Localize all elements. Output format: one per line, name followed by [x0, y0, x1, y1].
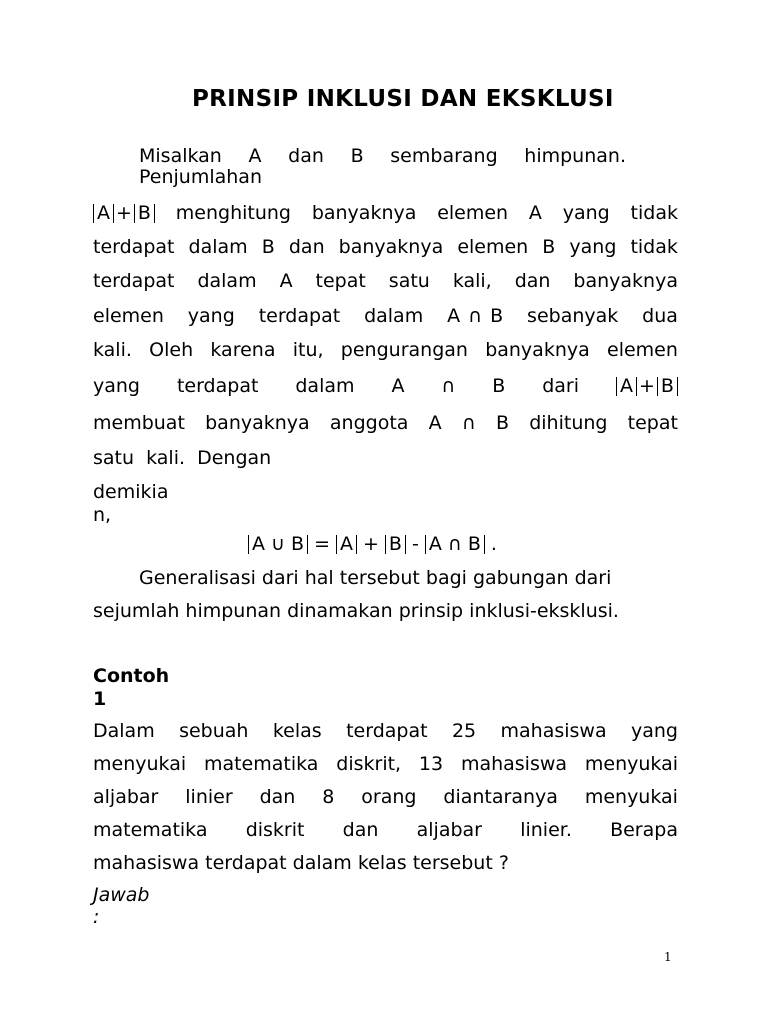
word: orang — [361, 786, 417, 808]
word: elemen — [93, 305, 164, 327]
word: dari — [542, 375, 580, 397]
word: dalam — [197, 270, 257, 292]
word: dan — [288, 236, 325, 258]
intersection-expression: A ∩ B — [447, 305, 504, 327]
word: diskrit, — [336, 753, 402, 775]
word: A — [279, 270, 293, 292]
paragraph-line — [93, 339, 678, 361]
word: A — [391, 375, 405, 397]
word: diantaranya — [443, 786, 558, 808]
paragraph-line: satu kali. Dengan — [93, 447, 272, 469]
abs-intersection: A ∩ B — [425, 535, 485, 554]
word: dua — [642, 305, 678, 327]
paragraph-line: n, — [93, 504, 112, 526]
example-line — [93, 720, 678, 742]
intro-line-2: Penjumlahan — [139, 166, 262, 188]
page-title: PRINSIP INKLUSI DAN EKSKLUSI — [192, 86, 614, 112]
paragraph-line — [93, 202, 678, 224]
word: dan — [514, 270, 551, 292]
word: matematika — [203, 753, 319, 775]
example-line — [93, 786, 678, 808]
paragraph-line: sejumlah himpunan dinamakan prinsip inklusi-eksklusi. — [93, 600, 619, 622]
word: kelas — [272, 720, 322, 742]
paragraph-line — [93, 375, 678, 397]
word: itu, — [292, 339, 324, 361]
word: elemen — [457, 236, 529, 258]
word: banyaknya — [485, 339, 590, 361]
word: tidak — [630, 202, 678, 224]
word: B — [495, 412, 509, 434]
word: yang — [187, 305, 235, 327]
word: aljabar — [93, 786, 159, 808]
paragraph-line — [93, 412, 678, 434]
word: menyukai — [93, 753, 187, 775]
word: dihitung — [529, 412, 608, 434]
word: tepat — [315, 270, 366, 292]
word: tidak — [630, 236, 678, 258]
word: satu — [388, 270, 430, 292]
word: Berapa — [610, 819, 678, 841]
word: banyaknya — [205, 412, 310, 434]
page-number: 1 — [664, 950, 672, 964]
word: matematika — [93, 819, 208, 841]
word: yang — [562, 202, 610, 224]
word: Misalkan — [139, 145, 222, 167]
word: B — [492, 375, 506, 397]
word: tepat — [627, 412, 678, 434]
word: linier — [185, 786, 233, 808]
word: 25 — [451, 720, 477, 742]
word: B — [542, 236, 556, 258]
word: dalam — [295, 375, 355, 397]
word: karena — [210, 339, 276, 361]
word: elemen — [437, 202, 509, 224]
intro-line-1 — [139, 145, 626, 167]
example-line — [93, 753, 678, 775]
word: ∩ — [441, 375, 456, 397]
word: 13 — [418, 753, 444, 775]
word: yang — [569, 236, 617, 258]
word: terdapat — [93, 236, 175, 258]
word: diskrit — [245, 819, 305, 841]
abs-b: B — [385, 535, 406, 554]
answer-colon: : — [93, 906, 100, 928]
word: dalam — [188, 236, 248, 258]
word: sebuah — [179, 720, 249, 742]
abs-sum-expression: A + B — [616, 375, 678, 397]
example-line — [93, 819, 678, 841]
word: anggota — [329, 412, 409, 434]
word: membuat — [93, 412, 185, 434]
word: terdapat — [346, 720, 428, 742]
example-line: mahasiswa terdapat dalam kelas tersebut ? — [93, 852, 509, 874]
abs-union: A ∪ B — [248, 535, 308, 554]
word: dalam — [364, 305, 424, 327]
paragraph-line — [93, 270, 678, 292]
word: sebanyak — [527, 305, 619, 327]
word: mahasiswa — [460, 753, 568, 775]
word: sembarang — [390, 145, 498, 167]
word: himpunan. — [524, 145, 626, 167]
word: terdapat — [258, 305, 341, 327]
word: menyukai — [584, 786, 678, 808]
word: dan — [342, 819, 379, 841]
word: 8 — [322, 786, 335, 808]
paragraph-line — [93, 236, 678, 258]
example-number: 1 — [93, 688, 107, 710]
abs-sum-expression: A + B — [93, 202, 155, 224]
inclusion-exclusion-formula: A ∪ B = A + B - A ∩ B . — [248, 533, 497, 555]
word: kali. — [93, 339, 132, 361]
word: dan — [288, 145, 324, 167]
abs-a: A — [336, 535, 357, 554]
word: banyaknya — [573, 270, 678, 292]
word: Oleh — [149, 339, 194, 361]
word: aljabar — [416, 819, 482, 841]
word: terdapat — [176, 375, 259, 397]
paragraph-line: demikia — [93, 481, 169, 503]
word: elemen — [607, 339, 678, 361]
word: yang — [630, 720, 678, 742]
answer-label: Jawab — [93, 884, 150, 906]
word: A — [428, 412, 442, 434]
word: menghitung — [175, 202, 291, 224]
word: A — [528, 202, 542, 224]
word: banyaknya — [311, 202, 417, 224]
word: B — [261, 236, 275, 258]
paragraph-line — [93, 305, 678, 327]
word: ∩ — [461, 412, 476, 434]
word: pengurangan — [340, 339, 468, 361]
word: menyukai — [584, 753, 678, 775]
word: kali, — [452, 270, 492, 292]
example-heading: Contoh — [93, 665, 170, 687]
word: Dalam — [93, 720, 155, 742]
paragraph-line: Generalisasi dari hal tersebut bagi gabungan dari — [139, 567, 612, 589]
word: banyaknya — [338, 236, 444, 258]
word: A — [248, 145, 262, 167]
word: B — [350, 145, 364, 167]
word: terdapat — [93, 270, 175, 292]
word: yang — [93, 375, 140, 397]
word: mahasiswa — [500, 720, 607, 742]
word: linier. — [520, 819, 572, 841]
word: dan — [259, 786, 296, 808]
